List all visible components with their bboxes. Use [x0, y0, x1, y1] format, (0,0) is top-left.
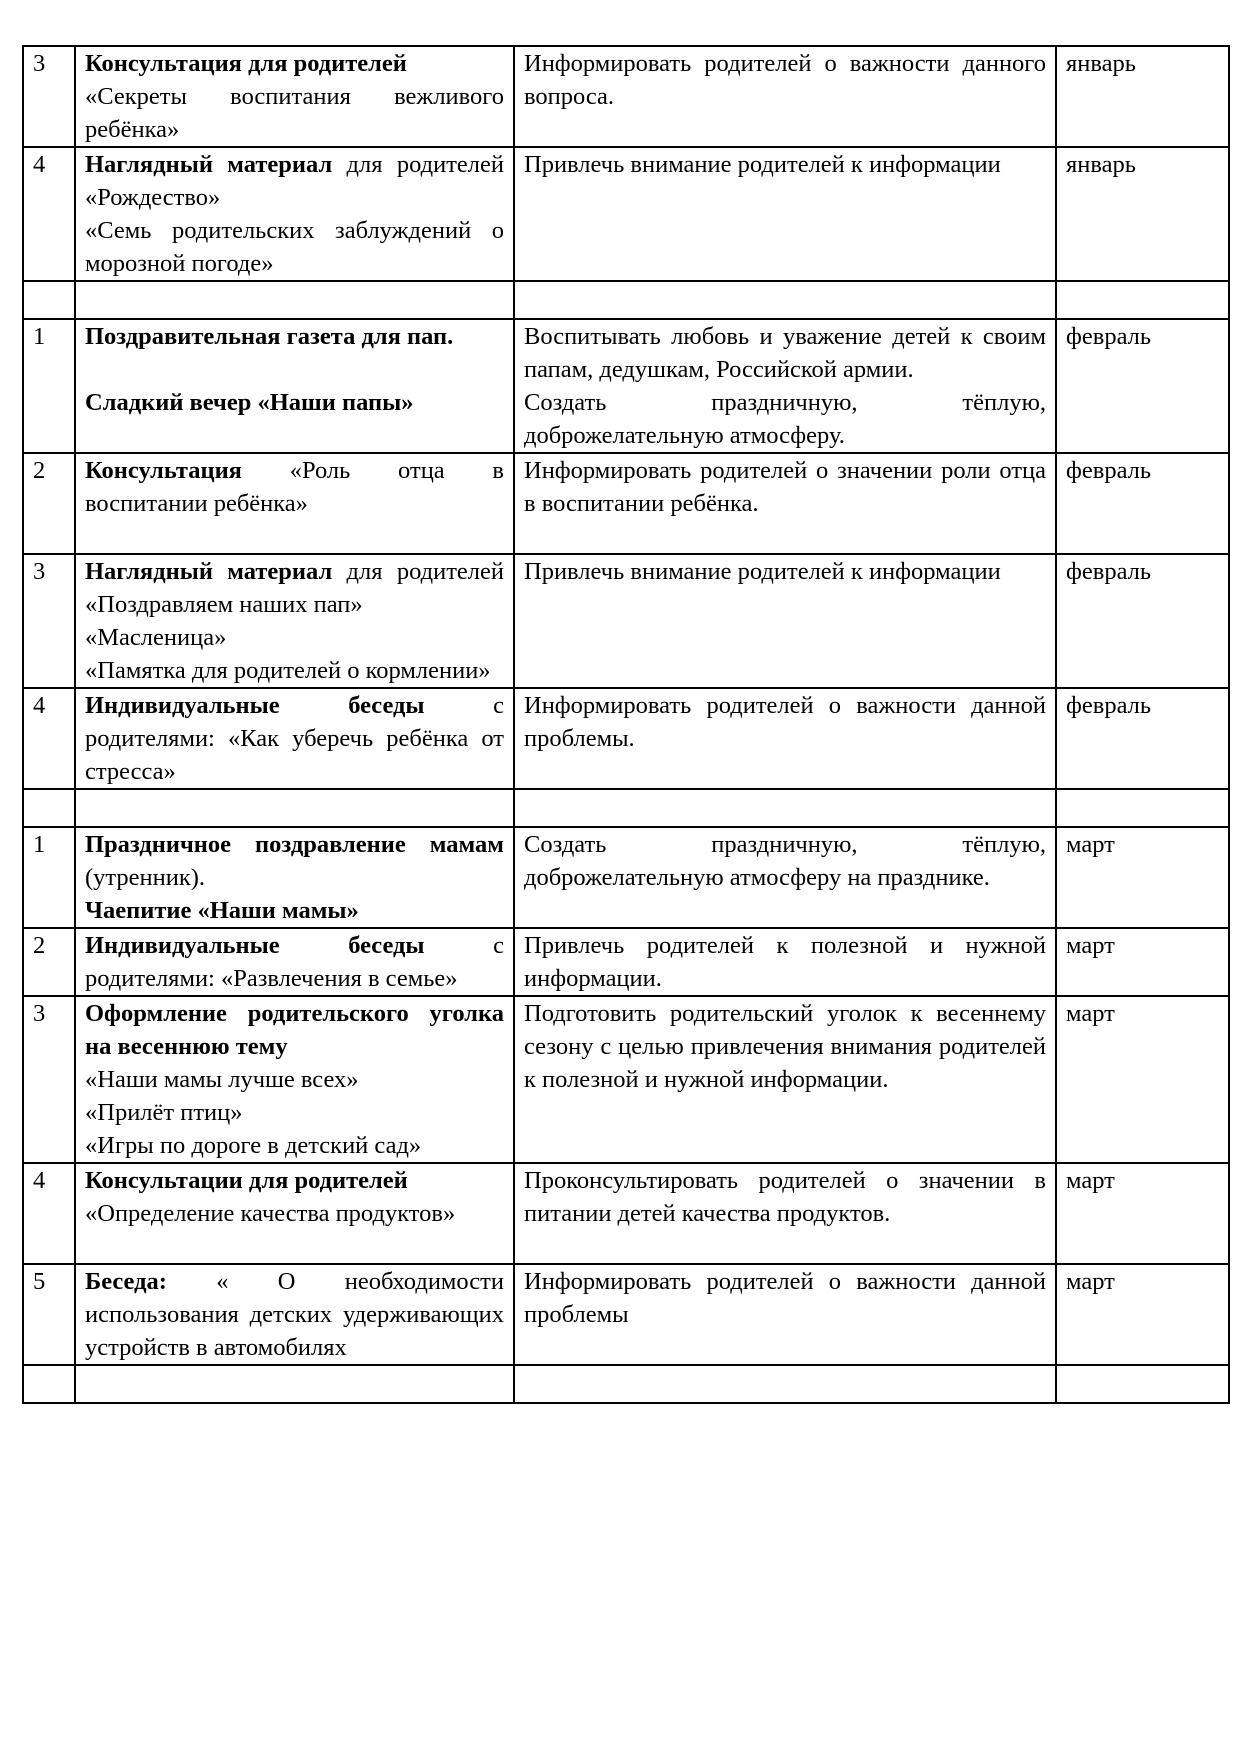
- event-text: для родителей «Поздравляем наших пап»: [85, 558, 504, 618]
- row-number: 4: [23, 688, 75, 789]
- event-text: для родителей «Рождество»: [85, 151, 504, 211]
- event-title: Праздничное поздравление мамам: [85, 831, 504, 858]
- goal-cell: [514, 1163, 1056, 1264]
- event-cell: [75, 147, 514, 281]
- event-text: «Масленица»: [85, 624, 227, 651]
- month-cell: январь: [1056, 46, 1229, 147]
- goal-text: Воспитывать любовь и уважение детей к своим папам, дедушкам, Российской армии.: [524, 323, 1046, 383]
- goal-text: Создать праздничную, тёплую, доброжелательную атмосферу.: [524, 389, 1046, 449]
- event-line: [85, 1063, 504, 1096]
- empty-cell: [514, 1365, 1056, 1403]
- event-line: [85, 47, 504, 80]
- event-cell: [75, 827, 514, 928]
- goal-cell: [514, 1264, 1056, 1365]
- event-title: Чаепитие «Наши мамы»: [85, 897, 359, 924]
- row-number: 4: [23, 1163, 75, 1264]
- event-title: Поздравительная газета для пап.: [85, 323, 454, 350]
- month-cell: февраль: [1056, 319, 1229, 453]
- table-row: [23, 996, 1229, 1163]
- event-text: « О необходимости использования детских удерживающих устройств в автомобилях: [85, 1268, 504, 1361]
- event-cell: [75, 46, 514, 147]
- event-cell: [75, 1264, 514, 1365]
- event-title: Наглядный материал: [85, 151, 333, 178]
- event-line: [85, 654, 504, 687]
- event-text: с родителями: «Как уберечь ребёнка от стресса»: [85, 692, 505, 785]
- event-line: [85, 689, 504, 788]
- month-cell: март: [1056, 928, 1229, 996]
- event-line: [85, 80, 504, 146]
- event-line: [85, 929, 504, 995]
- goal-text: Подготовить родительский уголок к весеннему сезону с целью привлечения внимания родителей к полезной и нужной информации.: [524, 1000, 1046, 1093]
- goal-text: Проконсультировать родителей о значении в питании детей качества продуктов.: [524, 1167, 1046, 1227]
- event-line: [85, 621, 504, 654]
- month-cell: март: [1056, 1264, 1229, 1365]
- event-text: «Прилёт птиц»: [85, 1099, 243, 1126]
- empty-cell: [23, 1365, 75, 1403]
- table-row: [23, 827, 1229, 928]
- event-text: «Семь родительских заблуждений о морозной погоде»: [85, 217, 504, 277]
- goal-text: Создать праздничную, тёплую, доброжелательную атмосферу на празднике.: [524, 831, 1046, 891]
- event-cell: [75, 319, 514, 453]
- event-cell: [75, 928, 514, 996]
- event-line: [85, 320, 504, 353]
- month-cell: март: [1056, 996, 1229, 1163]
- event-line: [85, 894, 504, 927]
- goal-cell: [514, 996, 1056, 1163]
- goal-cell: [514, 827, 1056, 928]
- event-line: [85, 1265, 504, 1364]
- goal-text: Привлечь внимание родителей к информации: [524, 558, 1001, 585]
- table-body: [23, 46, 1229, 1403]
- empty-cell: [23, 789, 75, 827]
- goal-cell: [514, 554, 1056, 688]
- goal-cell: [514, 928, 1056, 996]
- blank-line: [85, 520, 504, 553]
- blank-line: [85, 353, 504, 386]
- goal-text: Привлечь родителей к полезной и нужной информации.: [524, 932, 1046, 992]
- goal-text: Привлечь внимание родителей к информации: [524, 151, 1001, 178]
- month-cell: март: [1056, 827, 1229, 928]
- table-row: [23, 453, 1229, 554]
- month-cell: январь: [1056, 147, 1229, 281]
- event-line: [85, 386, 504, 419]
- row-number: 1: [23, 319, 75, 453]
- event-text: с родителями: «Развлечения в семье»: [85, 932, 505, 992]
- goal-text: Информировать родителей о важности данной проблемы: [524, 1268, 1046, 1328]
- event-line: [85, 214, 504, 280]
- table-row: [23, 46, 1229, 147]
- empty-cell: [23, 281, 75, 319]
- event-title: Оформление родительского уголка на весеннюю тему: [85, 1000, 504, 1060]
- goal-text: Информировать родителей о важности данного вопроса.: [524, 50, 1046, 110]
- event-cell: [75, 688, 514, 789]
- goal-text: Информировать родителей о важности данной проблемы.: [524, 692, 1046, 752]
- row-number: 5: [23, 1264, 75, 1365]
- event-title: Консультации для родителей: [85, 1167, 408, 1194]
- event-text: (утренник).: [85, 864, 206, 891]
- event-text: «Определение качества продуктов»: [85, 1200, 456, 1227]
- event-title: Консультация для родителей: [85, 50, 407, 77]
- row-number: 4: [23, 147, 75, 281]
- event-cell: [75, 554, 514, 688]
- document-page: [22, 45, 1228, 1404]
- table-row: [23, 688, 1229, 789]
- empty-cell: [1056, 1365, 1229, 1403]
- goal-cell: [514, 147, 1056, 281]
- table-row: [23, 147, 1229, 281]
- event-text: «Наши мамы лучше всех»: [85, 1066, 359, 1093]
- event-line: [85, 1096, 504, 1129]
- event-text: «Памятка для родителей о кормлении»: [85, 657, 491, 684]
- row-number: 1: [23, 827, 75, 928]
- month-cell: февраль: [1056, 554, 1229, 688]
- empty-cell: [1056, 281, 1229, 319]
- table-spacer-row: [23, 789, 1229, 827]
- table-row: [23, 1163, 1229, 1264]
- table-row: [23, 319, 1229, 453]
- row-number: 2: [23, 928, 75, 996]
- parent-work-plan-table: [22, 45, 1230, 1404]
- event-text: «Роль отца в воспитании ребёнка»: [85, 457, 504, 517]
- goal-text: Информировать родителей о значении роли отца в воспитании ребёнка.: [524, 457, 1046, 517]
- event-line: [85, 148, 504, 214]
- empty-cell: [75, 1365, 514, 1403]
- month-cell: февраль: [1056, 688, 1229, 789]
- event-line: [85, 828, 504, 894]
- goal-cell: [514, 688, 1056, 789]
- event-line: [85, 1129, 504, 1162]
- row-number: 3: [23, 554, 75, 688]
- table-row: [23, 1264, 1229, 1365]
- empty-cell: [514, 281, 1056, 319]
- event-title: Наглядный материал: [85, 558, 333, 585]
- empty-cell: [75, 281, 514, 319]
- event-line: [85, 997, 504, 1063]
- row-number: 3: [23, 46, 75, 147]
- empty-cell: [75, 789, 514, 827]
- month-cell: март: [1056, 1163, 1229, 1264]
- event-cell: [75, 453, 514, 554]
- month-cell: февраль: [1056, 453, 1229, 554]
- event-cell: [75, 1163, 514, 1264]
- event-title: Беседа:: [85, 1268, 167, 1295]
- empty-cell: [514, 789, 1056, 827]
- event-title: Сладкий вечер «Наши папы»: [85, 389, 414, 416]
- event-text: «Игры по дороге в детский сад»: [85, 1132, 422, 1159]
- event-line: [85, 1164, 504, 1197]
- event-title: Консультация: [85, 457, 242, 484]
- event-title: Индивидуальные беседы: [85, 932, 425, 959]
- table-spacer-row: [23, 281, 1229, 319]
- event-line: [85, 454, 504, 520]
- event-text: «Секреты воспитания вежливого ребёнка»: [85, 83, 504, 143]
- event-line: [85, 1197, 504, 1230]
- row-number: 3: [23, 996, 75, 1163]
- table-spacer-row: [23, 1365, 1229, 1403]
- row-number: 2: [23, 453, 75, 554]
- empty-cell: [1056, 789, 1229, 827]
- table-row: [23, 928, 1229, 996]
- goal-cell: [514, 319, 1056, 453]
- table-row: [23, 554, 1229, 688]
- event-line: [85, 555, 504, 621]
- event-cell: [75, 996, 514, 1163]
- event-title: Индивидуальные беседы: [85, 692, 425, 719]
- goal-cell: [514, 453, 1056, 554]
- goal-cell: [514, 46, 1056, 147]
- blank-line: [85, 1230, 504, 1263]
